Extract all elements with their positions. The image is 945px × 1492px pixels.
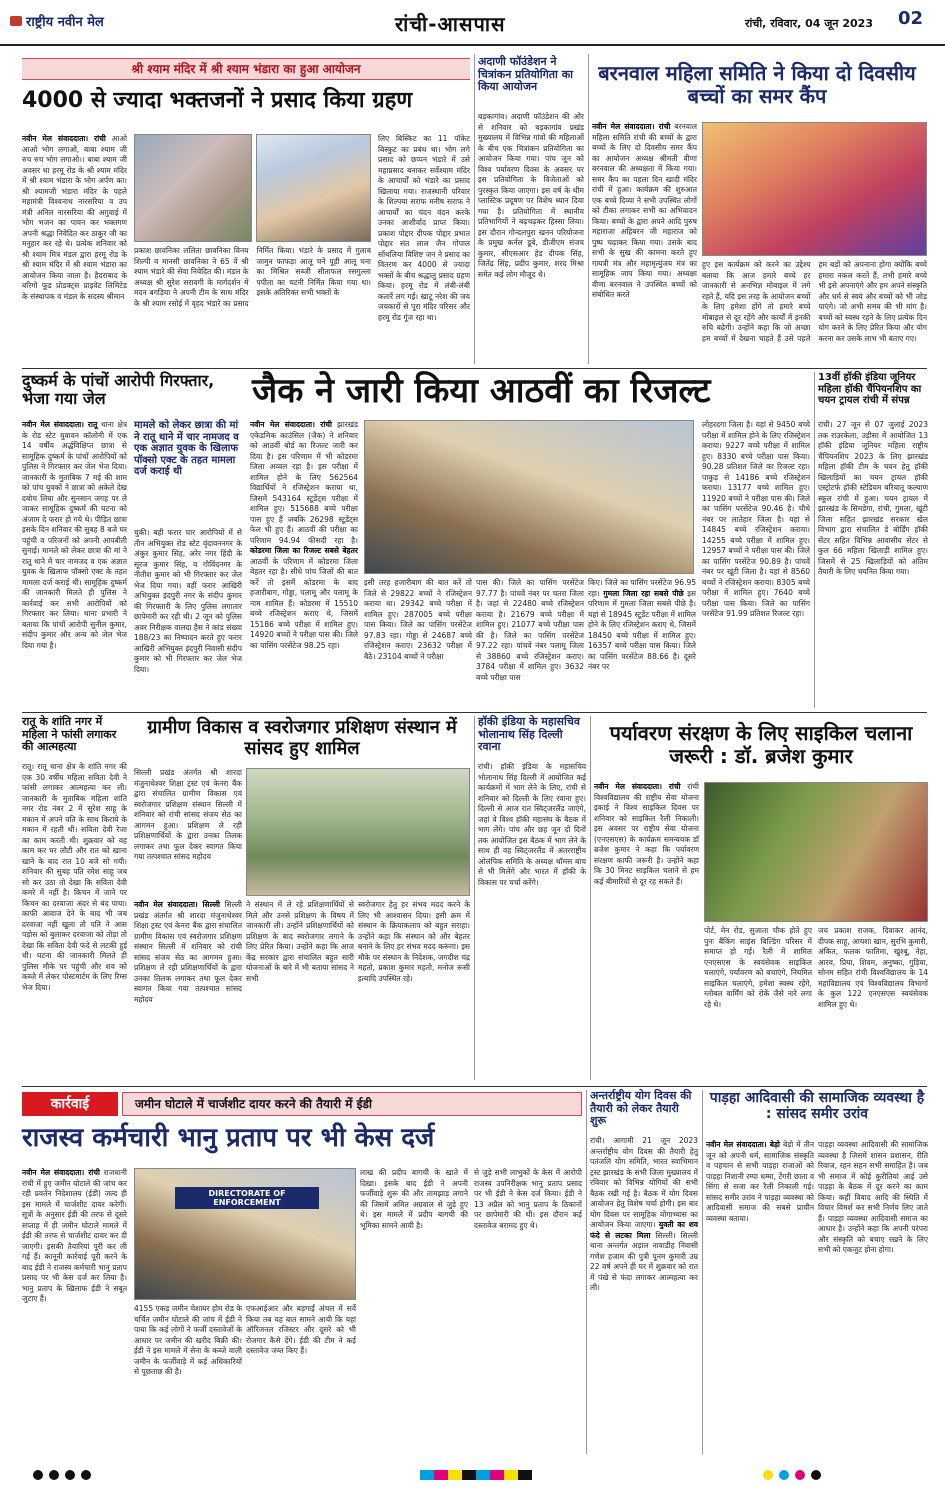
column-divider — [702, 1090, 703, 1454]
story5-subhead: कोडरमा जिला का रिजल्ट सबसे बेहतर — [250, 546, 358, 555]
story11-headline: राजस्व कर्मचारी भानु प्रताप पर भी केस दर्ज — [22, 1123, 435, 1153]
story8-column1: नवीन मेल संवाददाता। सिल्ली सिल्ली प्रखंड अंतर्गत श्री शारदा मंजुनाथेश्वर शिक्षा ट्रस्ट एवं केनरा बैंक द्वारा संचालित ग्रामीण विकास एवं स्वरोजगार प्रशिक्षण संस्थान सिल्ली में शनिवार को रांची सांसद संजय सेठ का आगमन हुआ। प्रशिक्षण ले रही प्रशिक्षणार्थियों के द्वारा उनका तिलक लगाकर तथा फूल देकर स्वागत किया गया तत्पश्चात सांसद महोदय — [134, 900, 242, 1004]
story8-byline: नवीन मेल संवाददाता। सिल्ली — [134, 900, 220, 909]
story11-byline: नवीन मेल संवाददाता। रांची — [22, 1168, 100, 1177]
story8-column2: ने संस्थान में ले रहे प्रशिक्षणार्थियों से मिले और उनसे प्रशिक्षण के विषय में जानकारी ली। उन्होंने प्रशिक्षणार्थियों को प्रशिक्षण के बाद स्वरोजगार लगाने के लिए प्रेरित किया। उन्होंने कहा कि आज केंद्र सरकार द्वारा संचालित बहुत सारी योजनाओं के बारे में भी बताया सांसद ने सभी — [246, 900, 354, 983]
story3-column2: हुए इस कार्यक्रम को करने का उद्देश्य बताया कि आज हमारे बच्चे हर जानकारी से अनभिज्ञ मोबाइल में लगे रहते हैं, यदि इस तरह के आयोजन बच्चों के लिए हमेशा होंगे तो हमारे बच्चे मोबाइल से दूर रहेंगे और कार्यों में इनकी रुचि बढ़ेगी। उन्होंने कहा कि जो अच्छा हम बच्चों में देखना चाहते हैं उसे पहले हम बड़ों को अपनाना होगा क्योंकि बच्चे हमारा नकल करते हैं, तभी हमारे बच्चे भी इसे अपनाएंगे और हम अपने संस्कृति और धर्म से स्वयं और बच्चों को भी जोड़ पाएंगे। जो अभी समय की भी मांग है। बच्चों को स्वस्थ रहने के लिए प्रत्येक दिन योग करने के लिए प्रेरित किया और योग करना कर उसके लाभ भी बताए गए। — [702, 260, 927, 343]
story12-headline: अन्तर्राष्ट्रीय योग दिवस की तैयारी को लेकर तैयारी शुरू — [590, 1089, 692, 1128]
story10-column2: पोर्ट, मेन रोड, सुजाता चौक होते हुए पुनः बैंकिंग साइंस बिल्डिंग परिसर में समाप्त हो गई। रैली में शामिल एनएसएस के स्वयंसेवक साइकिल चलाएंगे, पर्यावरण को बचाएंगे, नियमित साइकिल चलाएंगे, हमेशा स्वस्थ रहेंगे, ग्लोबल वार्मिंग को रोकें जैसे नारे लगा रहे थे। — [704, 926, 812, 1009]
story13-headline: पाड़हा आदिवासी की सामाजिक व्यवस्था है : सांसद समीर उरांव — [709, 1090, 925, 1123]
story7-body: रातू। रातू थाना क्षेत्र के शांति नगर की एक 30 वर्षीय महिला सविता देवी ने फांसी लगाकर आत्महत्या कर ली। जानकारी के मुताबिक महिला शांति नगर रोड नंबर 2 में सुरेश साहू के मकान में अपने पति के साथ किराये के मकान में रहती थी। सविता देवी रेजा का काम करती थी। शुक्रवार को वह काम कर घर लौटी और रात को खाना खाने के बाद रात 10 बजे सो गयी। शनिवार की सुबह पति रमेश साहू जब सो कर उठा तो देखा कि सविता देवी कमरे में नहीं है। किचन में जाने पर किचन का दरवाजा अंदर से बंद पाया। काफी आवाज देने के बाद भी जब दरवाजा नहीं खुला तो पति ने आस पड़ोस को बुलाकर दरवाजा को तोड़ा तो देखा कि सविता देवी फंदे से लटकी हुई थी। घटना की जानकारी मिलते ही पुलिस मौके पर पहुंची और शव को कब्जे में लेकर पोस्टमार्टम के लिए रिम्स भेज दिया। — [22, 762, 127, 992]
story10-byline: नवीन मेल संवाददाता। रांची — [594, 782, 681, 791]
story12-body: रांची। आगामी 21 जून 2023 अन्तर्राष्ट्रीय योग दिवस की तैयारी हेतु पतंजलि योग समिति, भारत स्वाभिमान ट्रस्ट झारखंड के सभी जिला मुख्यालय में रविवार को विभिन्न योगियों की सभी बैठक रखी गई है। बैठक में योग दिवस आयोजन हेतु विशेष चर्चा होगी। इस बार योग दिवस पर सामूहिक योगाभ्यास का आयोजन किया जाएगा। युवती का शव फंदे से लटका मिला सिल्ली। सिल्ली थाना अन्तर्गत अड़ाल नावाडीह निवासी गणेश हजाम की पुत्री पूनम कुमारी उम्र 22 वर्ष अपने ही घर में शुक्रवार को रात में पंखे से फंदा लगाकर आत्महत्या कर ली। — [590, 1136, 698, 1292]
story11-column3: एफआईआर और बड़गाईं अंचल में सर्वे किया तब यह बात सामने आयी कि यहां ऑरिजनल रजिस्टर और दूसरे को भी रोजगार कैसे देंगे। ईडी की टीम ने कई दस्तावेज जब्त किए हैं। — [246, 1304, 356, 1355]
section-rule — [22, 1086, 927, 1087]
story11-column4: लाख की प्रदीप बागची के खाते में दिखा। इसके बाद ईडी ने अपनी फर्जीवाड़े शुरू की और तामझाड़ लगाने की जिसमें अमित अग्रवाल से जुड़े हुए थे। इस मामले में प्रदीप बागची की भूमिका सामने आयी है। — [360, 1168, 468, 1230]
story5-column3: पास की। जिले का पासिंग परसेंटेज 97.77 है। पांचवें नंबर पर चतरा जिला है। जहां से 22480 बच्चे रजिस्ट्रेशन कराया है। 21679 बच्चे परीक्षा में शामिल हुए। 21077 बच्चे परीक्षा पास की है। जिले का पासिंग परसेंटेज 97.22 रहा। पांचवें नंबर पलामू जिला से 38860 बच्चे रजिस्ट्रेशन कराए। 3784 परीक्षा में शामिल हुए। 3632 बच्चे परीक्षा पास — [476, 578, 584, 682]
story8-column3: स्वरोजगार हेतु हर संभव मदद करने के लिए भी आश्वासन दिया। इसी क्रम में संस्थान के क्रियाकलाप को बहुत सराहा। उन्होंने कहा कि संस्थान को और बेहतर बनाने के लिए हर संभव मदद करूंगा। इस मौके पर संस्थान के निदेशक, जगदीश चंद्र महतो, प्रकाश कुमार महतो, मनोज रूसी इत्यादि उपस्थित रहे। — [358, 900, 470, 983]
story11-tag: कार्रवाई — [22, 1092, 118, 1116]
story2-body: बड़कागांव। अदाणी फॉउंडेशन की ओर से शनिवार को बड़कागांव प्रखंड मुख्यालय में विभिन्न गांवों की महिलाओं के बीच एक चित्रांकन प्रतियोगिता का आयोजन किया गया। पांच जून को विश्व पर्यावरण दिवस के अवसर पर इस प्रतियोगिता के विजेताओं को पुरस्कृत किया जाएगा। इस वर्ष के थीम प्लास्टिक प्रदूषण पर विशेष ध्यान दिया गया है। प्रतियोगिता में स्थानीय प्रतिभागियों ने बढ़चढ़कर हिस्सा लिया। इस दौरान गोन्दलपुरा खनन परियोजना के प्रमुख कर्नल डूबे, डीजीएम संजय कुमार, सीएसआर हेड दीपक सिंह, जितेंद्र सिंह, प्रदीप कुमार, शरद मिश्रा समेत कई लोग मौजूद थे। — [478, 112, 584, 279]
story5-headline: जैक ने जारी किया आठवीं का रिजल्ट — [252, 371, 711, 411]
story13-byline: नवीन मेल संवाददाता। बेड़ो — [706, 1140, 780, 1149]
column-divider — [588, 54, 589, 364]
story11-column2: 4155 एकड़ जमीन चेशायर होम रोड के चर्चित जमीन घोटाले की जांच में ईडी ने पाया कि कई लोगों ने फर्जी दस्तावेजों के आधार पर जमीन की खरीद बिक्री की। ईडी ने इस मामले में सेना के कब्जे वाली जमीन के फर्जीवाड़े में कई अधिकारियों से पूछताछ की है। — [134, 1304, 242, 1376]
story10-headline: पर्यावरण संरक्षण के लिए साइकिल चलाना जरूरी : डॉ. ब्रजेश कुमार — [609, 721, 913, 768]
story8-column0: सिल्ली प्रखंड अंतर्गत श्री शारदा मंजुनाथेश्वर शिक्षा ट्रस्ट एवं केनरा बैंक द्वारा संचालित ग्रामीण विकास एवं स्वरोजगार प्रशिक्षण संस्थान सिल्ली में शनिवार को रांची सांसद संजय सेठ का आगमन हुआ। प्रशिक्षण ले रही प्रशिक्षणार्थियों के द्वारा उनका तिलक लगाकर तथा फूल देकर स्वागत किया गया तत्पश्चात सांसद महोदय — [134, 768, 242, 861]
story1-photo-1 — [134, 134, 252, 242]
story5-column1: नवीन मेल संवाददाता। रांची झारखंड एकेडमिक काउंसिल (जैक) ने शनिवार को आठवीं बोर्ड का रिजल्ट जारी कर दिया है। इस परिणाम में भी कोडरमा जिला अव्वल रहा है। इस परीक्षा में शामिल होने के लिए 562564 विद्यार्थियों ने रजिस्ट्रेशन कराया था, जिसमें 543164 स्टूडेंट्स परीक्षा में शामिल हुए। 515688 बच्चे परीक्षा पास हुए हैं जबकि 26298 स्टूडेंट्स फेल भी हुए हैं। आठवीं की परीक्षा का परिणाम 94.94 फीसदी रहा है। कोडरमा जिला का रिजल्ट सबसे बेहतर आठवीं के परिणाम में कोडरमा जिला बेहतर रहा है। सीधे पांच जिलों की बात करें तो इसमें कोडरमा के बाद हजारीबाग, गोड्डा, पलामू और पलामू के नाम शामिल हैं। कोडरमा में 15510 बच्चे रजिस्ट्रेशन कराए थे, जिसमें 15186 बच्चे परीक्षा में शामिल हुए। 14920 बच्चों ने परीक्षा पास की। जिले का पासिंग परसेंटेज 98.25 रहा। — [250, 420, 358, 650]
registration-dots-right — [760, 1462, 824, 1492]
section-rule — [22, 712, 927, 713]
story8-headline: ग्रामीण विकास व स्वरोजगार प्रशिक्षण संस्थान में सांसद हुए शामिल — [147, 717, 457, 759]
section-title: रांची-आसपास — [395, 12, 506, 36]
registration-dots-left — [30, 1462, 94, 1492]
column-divider — [590, 716, 591, 1080]
story3-byline: नवीन मेल संवाददाता। रांची — [592, 122, 671, 131]
color-bar — [420, 1462, 532, 1492]
column-divider — [586, 1090, 587, 1454]
story4-subhead: मामले को लेकर छात्रा की मां ने रातू थाने में चार नामजद व एक अज्ञात युवक के खिलाफ पॉक्सो एक्ट के तहत मामला दर्ज कराई थी — [134, 420, 239, 477]
story13-column1: नवीन मेल संवाददाता। बेड़ो बेड़ो में तीन जून को अपनी धर्म, सामाजिक संस्कृति व पहचान से सभी पाड़हा राजाओं को पाड़हा निशानी रम्पा धम्मा, टेंगरी छाता व सिंगा से सजा कर रैली निकाली गई। सांसद समीर उरांव ने पाड़हा व्यवस्था को आदिवासी समाज की सबसे प्राचीन व्यवस्था बताया। — [706, 1140, 814, 1223]
story4-headline: दुष्कर्म के पांचों आरोपी गिरफ्तार, भेजा गया जेल — [22, 371, 215, 409]
story13-column2: पाड़हा व्यवस्था आदिवासी की सामाजिक व्यवस्था है जिसमें शासन प्रशासन, रीति रिवाज, रहन सहन सभी समाहित है। जब भी समाज में कोई कुरीतियां आई उसे पाड़हा के बैठक में दूर करने का काम किया। कहीं विवाद आदि की स्थिति में विचार विमर्श कर सभी निर्णय लिए जाते हैं। पाड़हा व्यवस्था आदिवासी समाज का आधार है। उन्होंने कहा कि अपनी परंपरा और संस्कृति को बचाए रखने के लिए सभी को एकजुट होना होगा। — [818, 1140, 928, 1254]
story5-photo — [364, 420, 694, 574]
column-divider — [474, 716, 475, 1080]
story1-column3: लिए बिस्किट का 11 पॉकेट बिस्कुट का प्रबंध था। भोग लगे प्रसाद को छप्पन भंडारे में उसे महाप्रसाद बनाकर सर्वेश्याम मंदिर के आचार्यों को भंडारे का प्रसाद खिलाया गया। राजस्थानी परिवार के शिल्पया सराफ मनीष सराफ ने आचार्यों का चंदन वंदन करके उनका आशीर्वाद प्राप्त किया। प्रकाश पोद्दार दीपक पोद्दार प्रभात पोद्दार संत लाल जैन गोपाल सोंथलिया विशिष्ट जन ने प्रसाद का वितरण कर 4000 से ज्यादा भक्तों के बीच श्रद्धालु प्रसाद ग्रहण किया। हरमू रोड में लंबी-लंबी कतारें लग गईं। खाटू नरेश की जय जयकारों से पूरा मंदिर परिसर और हरमू रोड गूंज रहा था। — [378, 134, 470, 322]
dateline: रांची, रविवार, 04 जून 2023 — [745, 17, 873, 30]
ed-signboard: DIRECTORATE OF ENFORCEMENT — [175, 1187, 319, 1209]
story12-subhead: युवती का शव फंदे से लटका मिला — [590, 1220, 698, 1240]
story11-column1: नवीन मेल संवाददाता। रांची राजधानी रांची में हुए जमीन घोटाले की जांच कर रही प्रवर्तन निदेशालय (ईडी) जल्द ही इस मामले में चार्जशीट दायर करेगी। सूत्रों के अनुसार ईडी की तरफ से दूसरे सप्ताह में ही जमीन घोटाले मामले में ईडी की तरफ से चार्जशीट दायर कर दी जाएगी। इसकी तैयारियां पूरी कर ली गई हैं। कानूनी कार्रवाई पूरी करने के बाद ईडी ने राजस्व कर्मचारी भानु प्रताप प्रसाद पर भी केस दर्ज कर लिया है। भानु प्रताप के खिलाफ ईडी ने सबूत जुटाए हैं। — [22, 1168, 127, 1303]
story1-column2: प्रकाश छावनिका ललिता छावनिका विनय शिल्पी व मानसी छावनिका ने 65 वें श्री श्याम भंडारे की सेवा निवेदित की। मंडल के अध्यक्ष श्री सुरेश सरावगी के मार्गदर्शन में मदन बगड़िया ने अपनी टीम के साथ मंदिर के श्री श्याम रसोई में वृहद भंडारे का प्रसाद निर्मित किया। भंडारे के प्रसाद में गुलाब जामुन फाफड़ा आलू चने पूड़ी आलू चना का मिश्रित सब्जी सीताफल रसगुल्ला पपीता का चटनी निर्मित किया गया था। इसके अतिरिक्त सभी भक्तों के — [134, 246, 371, 308]
story1-headline: 4000 से ज्यादा भक्तजनों ने प्रसाद किया ग्रहण — [22, 88, 413, 113]
story4-column1: नवीन मेल संवाददाता। रातू थाना क्षेत्र के रोड स्टेट युवावन कॉलोनी में एक 14 वर्षीय अर्द्धविक्षिप्त छात्रा से सामूहिक दुष्कर्म के पांचों आरोपियों को पुलिस ने गिरफ्तार कर जेल भेज दिया। जानकारी के मुताबिक 7 मई की शाम को पांच युवकों ने छात्रा को अकेले देख दबोच लिया और सुनसान जगह पर ले जाकर सामूहिक दुष्कर्म की घटना को अंजाम दे फरार हो गये थे। पीड़ित छात्रा इसके दिन शनिवार की सुबह 8 बजे घर पहुंची व परिजनों को अपनी आपबीती सुनाई। मामले को लेकर छात्रा की मां ने रातू थाने में चार नामजद व एक अज्ञात युवक के खिलाफ पॉक्सो एक्ट के तहत मामला दर्ज कराई थी। सामूहिक दुष्कर्म की जानकारी मिलते ही पुलिस ने कार्रवाई कर सभी आरोपियों को गिरफ्तार कर लिया। थाना प्रभारी ने बताया कि पांचों आरोपी सुनील कुमार, संदीप कुमार और अन्य को जेल भेज दिया गया है। — [22, 420, 127, 650]
story10-photo — [704, 782, 928, 922]
story7-headline: रातू के शांति नगर में महिला ने फांसी लगाकर की आत्महत्या — [22, 715, 117, 754]
brand-logo: राष्ट्रीय नवीन मेल — [10, 12, 104, 30]
story10-column3: जय प्रकाश राजक, दिवाकर आनंद, दीपक साहू, आयशा खान, सुरभि कुमारी, अंकित, फलक फातिमा, खुश्बू, नेहा, आरव, प्रिया, शिवम, अनुष्का, गुड़िया, सोनम सहित रांची विश्वविद्यालय के 14 महाविद्यालय एवं विश्वविद्यालय विभागों के कुल 122 एनएसएस स्वयंसेवक शामिल हुए थे। — [818, 926, 928, 1009]
story4-byline: नवीन मेल संवाददाता। रातू — [22, 420, 98, 429]
story5-column5: लोहरदगा जिला है। यहां से 9450 बच्चे परीक्षा में शामिल होने के लिए रजिस्ट्रेशन कराया। 9227 बच्चे परीक्षा में शामिल हुए। 8330 बच्चे परीक्षा पास किया। 90.28 प्रतिशत जिले का रिजल्ट रहा। पाकुड़ से 14186 बच्चे रजिस्ट्रेशन कराया। 13177 बच्चे शामिल हुए। 11920 बच्चों ने परीक्षा पास की। जिले का पासिंग परसेंटेज 90.46 है। चौथे नंबर पर लातेहार जिला है। यहां से 14845 बच्चे रजिस्ट्रेशन कराया। 14255 बच्चे परीक्षा में शामिल हुए। 12957 बच्चों ने परीक्षा पास की। जिले का पासिंग परसेंटेज 90.89 है। पांचवें नंबर पर खूंटी जिला है। यहां से 8560 बच्चों ने रजिस्ट्रेशन कराया। 8305 बच्चे परीक्षा में शामिल हुए। 7640 बच्चे परीक्षा पास किया। जिले का पासिंग परसेंटेज 91.99 प्रतिशत रिजल्ट रहा। — [702, 420, 810, 618]
print-registration-strip — [0, 1462, 945, 1489]
story11-column5: से जुड़े सभी लाभुकों के केस में आरोपी राजस्व उपनिरीक्षक भानु प्रताप प्रसाद पर भी ईडी ने केस दर्ज किया। ईडी ने 13 अप्रैल को भानु प्रताप के ठिकानों पर छापेमारी की थी। इस दौरान कई दस्तावेज बरामद हुए थे। — [474, 1168, 582, 1230]
story3-column1: नवीन मेल संवाददाता। रांची बरनवाल महिला समिति रांची की बच्चों के द्वारा बच्चों के लिए दो दिवसीय समर कैंप का आयोजन अध्यक्ष श्रीमती वीणा बरनवाल की अध्यक्षता में किया गया। समर कैंप का पहला दिन खादी मंदिर रांची में हुआ। कार्यक्रम की शुरुआत एक बच्चे दिव्या ने सभी उपस्थित लोगों को टीका लगाकर सभी का अभिवादन किया। बच्चों के द्वारा अपने आदि पुरुष महाराजा अहिबरन जी महाराज को पुष्प चढ़ाकर किया गया। उसके बाद सभी के सुख की कामना करते हुए गायत्री मंत्र और महामृत्युंजय मंत्र का सामूहिक जाप किया गया। अध्यक्षा वीणा बरनवाल ने उपस्थित बच्चों को संबोधित करते — [592, 122, 697, 299]
story2-headline: अदाणी फॉउंडेशन ने चित्रांकन प्रतियोगिता का किया आयोजन — [478, 55, 574, 94]
story1-byline: नवीन मेल संवाददाता। रांची — [22, 134, 106, 143]
story8-photo — [246, 768, 470, 896]
column-divider — [474, 54, 475, 364]
story11-photo — [134, 1168, 356, 1300]
story4-column2: चुकी। बही फरार चार आरोपियों में से तीन अभियुक्त रोड स्टेट वृंदावननगर के अंकुर कुमार सिंह, अरेर नगर हिंदी के सूरज कुमार सिंह, व गोविंदनगर के नीतीश कुमार को भी गिरफ्तार कर जेल भेज दिया गया। वहीं फरार आखिरी अभियुक्त इंदपुरी नगर के संदीप कुमार की गिरफ्तारी के लिए पुलिस लगातार छापेमारी कर रही थी। 2 जून को पुलिस अवर निरीक्षक वालदा हैस ने कांड संख्या 188/23 का निष्पादन करते हुए फरार आखिरी अभियुक्त इंदपुरी निवासी संदीप कुमार को भी गिरफ्तार कर जेल भेज दिया। — [134, 528, 242, 674]
story9-headline: हॉकी इंडिया के महासचिव भोलानाथ सिंह दिल्ली रवाना — [478, 715, 580, 754]
story5-subhead-2: गुमला जिला रहा सबसे पीछे — [603, 588, 684, 598]
column-divider — [814, 372, 815, 708]
story5-column2: इसी तरह हजारीबाग की बात करें तो जिले से 29822 बच्चों ने रजिस्ट्रेशन कराया था। 29342 बच्चे परीक्षा में शामिल हुए। 287005 बच्चे परीक्षा पास किया। जिले का पासिंग परसेंटेज 97.83 रहा। गोड्डा से 24687 बच्चे रजिस्ट्रेशन कराए। 23632 परीक्षा में बैठे। 23104 बच्चों ने परीक्षा — [364, 578, 472, 661]
story3-photo — [702, 122, 927, 256]
story10-column1: नवीन मेल संवाददाता। रांची रांची विश्वविद्यालय की राष्ट्रीय सेवा योजना इकाई ने विश्व साइकिल दिवस पर शनिवार को साइकिल रैली निकाली। इस अवसर पर राष्ट्रीय सेवा योजना (एनएसएस) के कार्यक्रम समन्वयक डॉ ब्रजेश कुमार ने कहा कि पर्यावरण संरक्षण काफी जरूरी है। उन्होंने कहा कि 30 मिनट साइकिल चलाने से हम कई बीमारियों से दूर रह सकते हैं। — [594, 782, 699, 886]
story1-column1: नवीन मेल संवाददाता। रांची आओ आओ भोग लगाओ, बाबा श्याम जी रुच रुच भोग लगाओ।। बाबा श्याम जी अवसर था हरमू रोड के श्री श्याम मंदिर में श्री श्याम भंडारा के भोग अर्पण का। श्री श्यामजी भंडारा मंदिर के पहले महामंत्री विश्वनाथ नारसरिया व उप मंत्री अनिल नारसरिया की अगुवाई में भोग भजन का पावन कर भक्तगण अपनी श्रद्धा निवेदित कर ठाकुर जी का मनुहार कर रहे थे। प्रत्येक शनिवार को श्री श्याम मित्र मंडल द्वारा हरमू रोड के श्री श्याम मंदिर में श्री श्याम भंडारा का आयोजन किया जाता है। हैदराबाद के बरिगो फूड प्रोडक्ट्स प्राइवेट लिमिटेड के संस्थापक व मंडल के सदस्य श्रीमान — [22, 134, 127, 301]
story5-byline: नवीन मेल संवाददाता। रांची — [250, 420, 333, 429]
story3-headline: बरनवाल महिला समिति ने किया दो दिवसीय बच्चों का समर कैंप — [598, 61, 916, 108]
story11-kicker: जमीन घोटाले में चार्जशीट दायर करने की तैयारी में ईडी — [122, 1092, 582, 1116]
story9-body: रांची। हॉकी इंडिया के महासचिव भोलानाथ सिंह दिल्ली में आयोजित कई कार्यक्रमों में भाग लेने के लिए, रांची से शनिवार को दिल्ली के लिए रवाना हुए। दिल्ली से आज रात स्विट्जरलैंड जाएंगे, जहां वे विश्व हॉकी महासंघ के बैठक में भाग लेंगे। पांच और छह जून दो दिनों तक आयोजित इस बैठक में भाग लेने के साथ ही वह स्विट्जरलैंड में अंतरराष्ट्रीय ओलंपिक समिति के अध्यक्ष थॉमस बाच से भी मिलेंगे और भारत में हॉकी के विकास पर चर्चा करेंगे। — [478, 762, 586, 887]
story6-headline: 13वीं हॉकी इंडिया जूनियर महिला हॉकी चैंपियनशिप का चयन ट्रायल रांची में संपन्न — [818, 372, 922, 406]
story1-photo-2 — [256, 134, 371, 242]
bird-icon — [10, 16, 22, 26]
story1-kicker: श्री श्याम मंदिर में श्री श्याम भंडारा का हुआ आयोजन — [22, 58, 470, 80]
story5-column4: किए। जिले का पासिंग परसेंटेज 96.95 रहा। गुमला जिला रहा सबसे पीछे इस परिणाम में गुमला जिला सबसे पीछे है। यहां से 18945 स्टूडेंट परीक्षा में शामिल होने के लिए रजिस्ट्रेशन कराए थे, जिसमें 18450 बच्चे परीक्षा में शामिल हुए। 16357 बच्चे परीक्षा पास किया। जिले का पासिंग परसेंटेज 88.66 है। दूसरे नंबर पर — [588, 578, 696, 671]
section-rule — [22, 368, 927, 369]
masthead — [0, 0, 945, 46]
page-number: 02 — [898, 8, 924, 29]
story6-body: रांची। 27 जून से 07 जुलाई 2023 तक राउरकेला, उड़ीसा में आयोजित 13 हॉकी इंडिया जूनियर महिला राष्ट्रीय चैंपियनशिप 2023 के लिए झारखंड महिला हॉकी टीम के चयन हेतु हॉकी खिलाड़ियों का चयन ट्रायल हॉकी एस्ट्रोटर्फ हॉकी स्टेडियम बरियातू कल्याण स्कूल रांची में हुआ। चयन ट्रायल में झारखंड के सिमडेगा, रांची, गुमला, खूंटी जिला सहित झारखंड सरकार खेल विभाग द्वारा संचालित डे बोर्डिंग हॉकी सेंटर सहित विभिन्न आवासीय सेंटर से कुल 66 महिला खिलाड़ी शामिल हुए। जिसमें से 25 खिलाड़ियों को अंतिम तैयारी के लिए चयनित किया गया। — [818, 420, 928, 576]
